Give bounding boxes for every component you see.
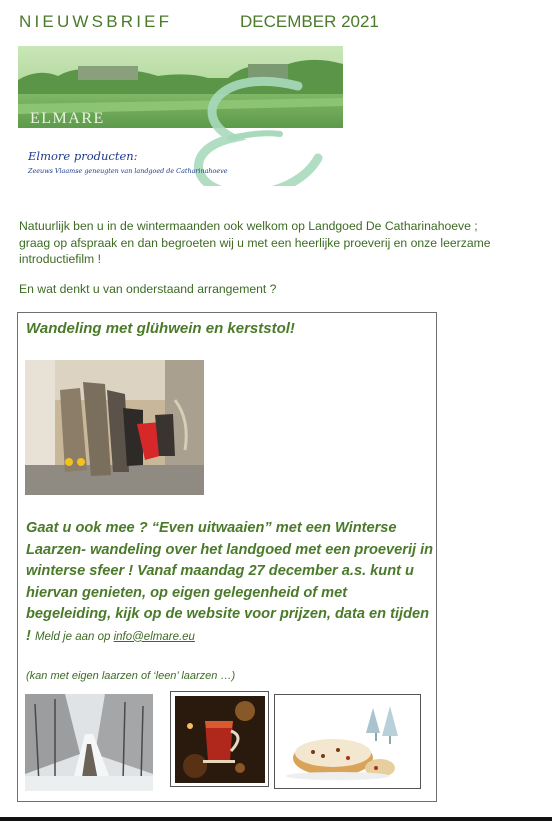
kerststol-photo-frame <box>274 694 421 789</box>
newsletter-title: NIEUWSBRIEF <box>19 12 173 31</box>
boots-photo <box>25 360 204 495</box>
banner-product-subtitle: Zeeuws Vlaamse geneugten van landgoed de Catharinahoeve <box>28 167 228 175</box>
intro-paragraph <box>19 218 539 268</box>
banner-brand: ELMARE <box>30 110 105 127</box>
email-link[interactable]: info@elmare.eu <box>113 630 195 643</box>
offer-title: Wandeling met glühwein en kerststol! <box>26 320 295 337</box>
bottom-divider <box>0 817 552 821</box>
gluhwein-photo-frame <box>170 691 269 787</box>
newsletter-date: DECEMBER 2021 <box>240 12 379 31</box>
offer-box <box>17 312 437 802</box>
intro-question: En wat denkt u van onderstaand arrangement ? <box>19 282 277 296</box>
intro-line-2: graag op afspraak en dan begroeten wij u met een heerlijke proeverij en onze leerzame <box>19 235 491 250</box>
intro-line-3: introductiefilm ! <box>19 252 101 266</box>
snowy-path-photo <box>25 694 153 791</box>
banner-product-title: Elmore producten: <box>28 149 138 163</box>
offer-body <box>26 518 436 648</box>
elmare-banner-image <box>18 46 343 186</box>
intro-line-1: Natuurlijk ben u in de wintermaanden ook welkom op Landgoed De Catharinahoeve ; <box>19 219 478 233</box>
gluhwein-photo <box>175 696 265 783</box>
boots-note: (kan met eigen laarzen of ‘leen’ laarzen …) <box>26 670 236 682</box>
signup-prefix: Meld je aan op <box>34 630 111 643</box>
signup-line <box>35 631 195 643</box>
offer-body-text: Gaat u ook mee ? “Even uitwaaien” met een Winterse Laarzen- wandeling over het landgoed met een proeverij in winterse sfeer ! Vanaf maandag 27 december a.s. kunt u hiervan genieten, op eigen gelegenheid of met begeleiding, kijk op de website voor prijzen, data en tijden ! <box>26 520 434 644</box>
kerststol-photo <box>278 698 417 785</box>
